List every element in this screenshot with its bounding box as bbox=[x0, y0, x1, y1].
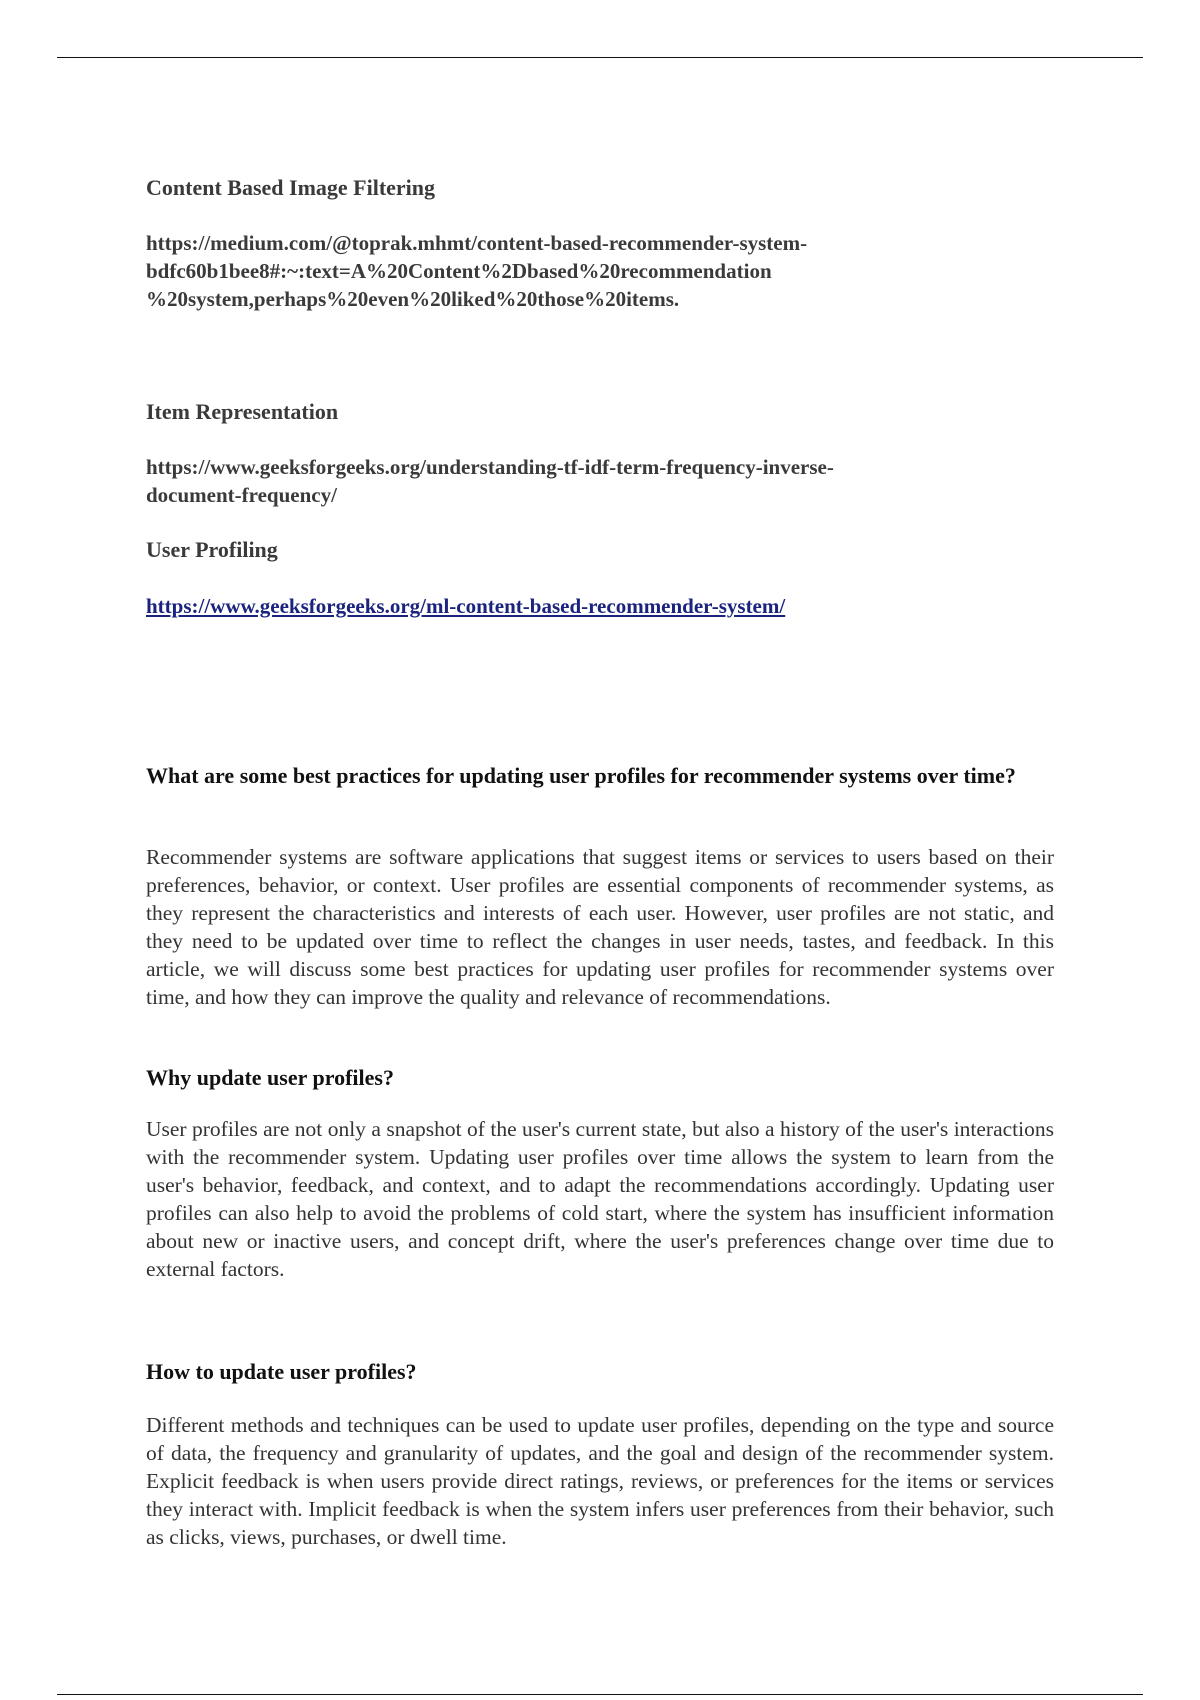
header-rule bbox=[57, 57, 1143, 58]
url-line: bdfc60b1bee8#:~:text=A%20Content%2Dbased%20recommendation bbox=[146, 259, 772, 283]
reference-link-wrapper bbox=[146, 592, 1054, 620]
heading-user-profiling: User Profiling bbox=[146, 537, 278, 562]
reference-url-medium[interactable] bbox=[146, 229, 1054, 313]
reference-url-tfidf[interactable] bbox=[146, 453, 1054, 509]
heading-how-update: How to update user profiles? bbox=[146, 1359, 417, 1384]
url-line: document-frequency/ bbox=[146, 483, 337, 507]
url-line: %20system,perhaps%20even%20liked%20those%20items. bbox=[146, 287, 680, 311]
heading-item-representation: Item Representation bbox=[146, 399, 339, 424]
url-line: https://medium.com/@toprak.mhmt/content-based-recommender-system- bbox=[146, 231, 808, 255]
footer-rule bbox=[57, 1694, 1143, 1695]
heading-why-update: Why update user profiles? bbox=[146, 1065, 394, 1090]
article-intro-paragraph: Recommender systems are software applications that suggest items or services to users based on their preferences, behavior, or context. User profiles are essential components of recommender systems, as they represent the characteristics and interests of each user. However, user profiles are not static, and they need to be updated over time to reflect the changes in user needs, tastes, and feedback. In this article, we will discuss some best practices for updating user profiles for recommender systems over time, and how they can improve the quality and relevance of recommendations. bbox=[146, 845, 1054, 1009]
why-update-paragraph: User profiles are not only a snapshot of the user's current state, but also a history of the user's interactions with the recommender system. Updating user profiles over time allows the system to learn from the user's behavior, feedback, and context, and to adapt the recommendations accordingly. Updating user profiles can also help to avoid the problems of cold start, where the system has insufficient information about new or inactive users, and concept drift, where the user's preferences change over time due to external factors. bbox=[146, 1117, 1054, 1281]
article-title: What are some best practices for updating user profiles for recommender systems over time? bbox=[146, 763, 1016, 788]
reference-link-geeksforgeeks[interactable]: https://www.geeksforgeeks.org/ml-content-based-recommender-system/ bbox=[146, 594, 786, 618]
how-update-paragraph: Different methods and techniques can be used to update user profiles, depending on the type and source of data, the frequency and granularity of updates, and the goal and design of the recommender system. Explicit feedback is when users provide direct ratings, reviews, or preferences for the items or services they interact with. Implicit feedback is when the system infers user preferences from their behavior, such as clicks, views, purchases, or dwell time. bbox=[146, 1413, 1054, 1549]
heading-content-filtering: Content Based Image Filtering bbox=[146, 175, 436, 200]
url-line: https://www.geeksforgeeks.org/understanding-tf-idf-term-frequency-inverse- bbox=[146, 455, 834, 479]
